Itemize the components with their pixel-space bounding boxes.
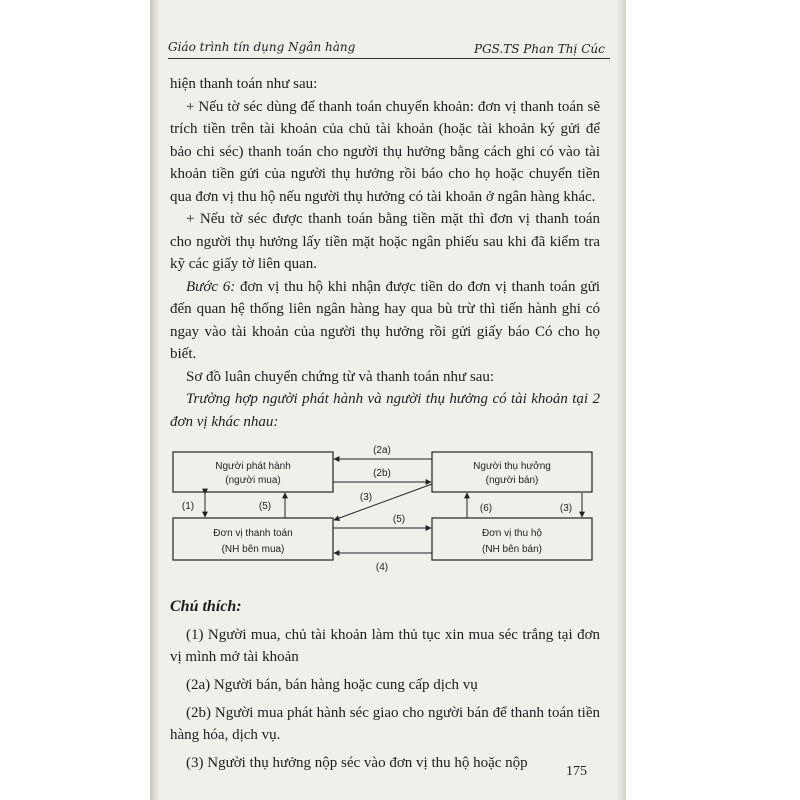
box-issuer xyxy=(173,452,333,492)
box-issuer-line1: Người phát hành xyxy=(215,461,291,472)
label-1: (1) xyxy=(181,501,195,512)
running-header-author: PGS.TS Phan Thị Cúc xyxy=(474,42,605,56)
paragraph-1: hiện thanh toán như sau: xyxy=(170,76,318,92)
label-5b: (5) xyxy=(392,514,406,525)
box-payee-line2: (người bán) xyxy=(485,475,539,486)
paragraph-5: Sơ đồ luân chuyển chứng từ và thanh toán như sau: xyxy=(186,368,495,385)
page-number: 175 xyxy=(566,764,587,779)
label-3a: (3) xyxy=(359,492,373,503)
flow-diagram-svg xyxy=(170,440,600,590)
notes-heading: Chú thích: xyxy=(170,598,242,615)
box-paying-bank-line1: Đơn vị thanh toán xyxy=(213,528,293,539)
running-header-title: Giáo trình tín dụng Ngân hàng xyxy=(168,40,356,54)
note-2a: (2a) Người bán, bán hàng hoặc cung cấp dịch vụ xyxy=(186,677,478,693)
label-4: (4) xyxy=(375,562,389,573)
page-edge-shadow xyxy=(616,0,626,800)
page-gutter-shadow xyxy=(150,0,160,800)
label-6: (6) xyxy=(479,503,493,514)
label-2a: (2a) xyxy=(373,445,391,456)
step-6-label: Bước 6: xyxy=(186,278,236,295)
step-6-text: đơn vị thu hộ khi nhận được tiền do đơn vị thanh toán gửi đến quan hệ thống liên ngân hàng hay qua bù trừ thì tiến hành ghi có ngay vào tài khoản của người thụ hưởng rồi gửi giấy báo Có cho họ biết. xyxy=(170,278,600,362)
header-rule xyxy=(168,58,610,59)
arrow-3a xyxy=(334,484,432,520)
paragraph-3: + Nếu tờ séc được thanh toán bằng tiền mặt thì đơn vị thanh toán cho người thụ hưởng lấy tiền mặt hoặc ngân phiếu sau khi đã kiểm tra kỹ các giấy tờ liên quan. xyxy=(170,211,600,272)
body-text xyxy=(170,73,600,433)
box-paying-bank-line2: (NH bên mua) xyxy=(221,544,285,555)
label-2b: (2b) xyxy=(373,468,391,479)
label-3b: (3) xyxy=(559,503,573,514)
label-5a: (5) xyxy=(258,501,272,512)
note-1: (1) Người mua, chủ tài khoản làm thủ tục xin mua séc trắng tại đơn vị mình mở tài khoản xyxy=(170,627,600,665)
note-3: (3) Người thụ hưởng nộp séc vào đơn vị thu hộ hoặc nộp xyxy=(186,755,528,771)
box-collecting-bank-line2: (NH bên bán) xyxy=(481,544,543,555)
box-payee-line1: Người thụ hưởng xyxy=(473,461,551,472)
flow-diagram xyxy=(170,440,600,590)
paragraph-6: Trường hợp người phát hành và người thụ hưởng có tài khoản tại 2 đơn vị khác nhau: xyxy=(170,391,600,430)
notes-section xyxy=(170,590,600,780)
paragraph-4 xyxy=(170,276,600,366)
note-2b: (2b) Người mua phát hành séc giao cho người bán để thanh toán tiền hàng hóa, dịch vụ. xyxy=(170,705,600,743)
paragraph-2: + Nếu tờ séc dùng để thanh toán chuyển khoản: đơn vị thanh toán sẽ trích tiền trên tài khoản của chủ tài khoản (hoặc tài khoản ký gửi để bảo chi séc) thanh toán cho người thụ hưởng bằng cách ghi có vào tài khoản tiền gửi của người thụ hưởng rồi báo cho họ hoặc chuyển tiền qua đơn vị thu hộ nếu người thụ hưởng có tài khoản ở ngân hàng khác. xyxy=(170,98,600,205)
box-collecting-bank-line1: Đơn vị thu hộ xyxy=(482,528,542,539)
box-payee xyxy=(432,452,592,492)
box-issuer-line2: (người mua) xyxy=(225,475,281,486)
